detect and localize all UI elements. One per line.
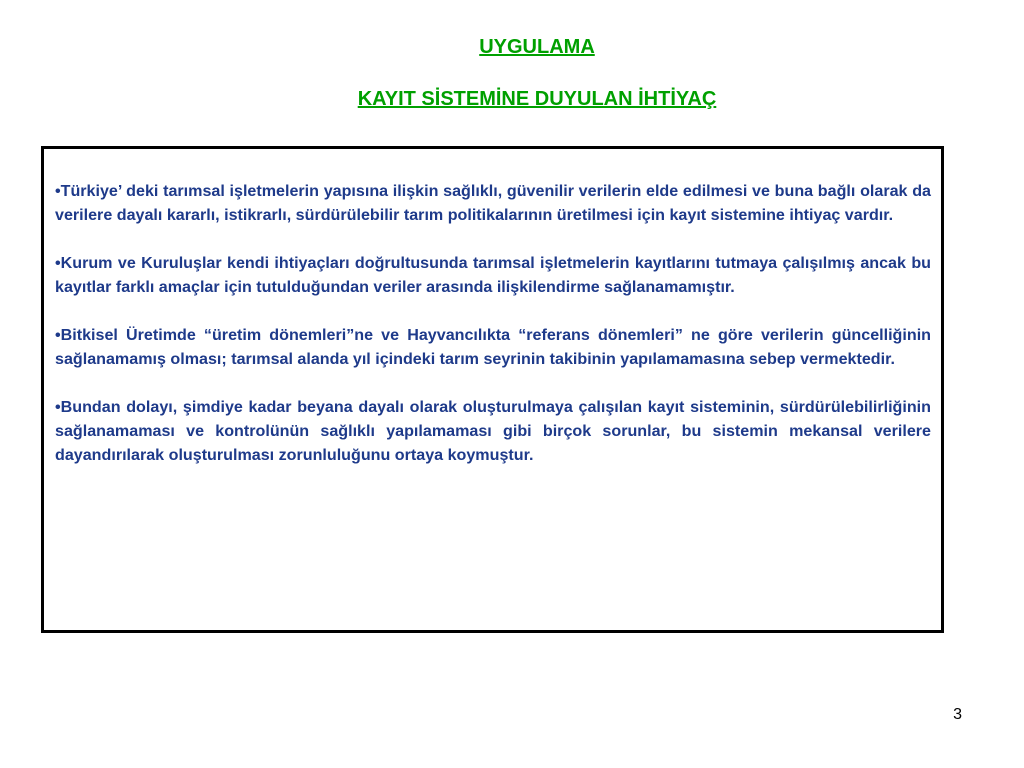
bullet-item: •Bundan dolayı, şimdiye kadar beyana dayalı olarak oluşturulmaya çalışılan kayıt sisteminin, sürdürülebilirliğinin sağlanamaması ve kontrolünün sağlıklı yapılamaması gibi birçok sorunlar, bu sistemin mekansal verilere dayandırılarak oluşturulması zorunluluğunu ortaya koymuştur. bbox=[55, 398, 931, 464]
slide-title: UYGULAMA bbox=[479, 36, 595, 58]
page-number: 3 bbox=[953, 706, 962, 723]
slide-subtitle: KAYIT SİSTEMİNE DUYULAN İHTİYAÇ bbox=[357, 88, 717, 110]
bullet-item: •Bitkisel Üretimde “üretim dönemleri”ne ve Hayvancılıkta “referans dönemleri” ne göre verilerin güncelliğinin sağlanamamış olması; tarımsal alanda yıl içindeki tarım seyrinin takibinin yapılamamasına sebep vermektedir. bbox=[55, 326, 931, 368]
bullet-item: •Kurum ve Kuruluşlar kendi ihtiyaçları doğrultusunda tarımsal işletmelerin kayıtlarını tutmaya çalışılmış ancak bu kayıtlar farklı amaçlar için tutulduğundan veriler arasında ilişkilendirme sağlanamamıştır. bbox=[55, 254, 931, 296]
content-box bbox=[41, 146, 944, 633]
bullet-item: •Türkiye’ deki tarımsal işletmelerin yapısına ilişkin sağlıklı, güvenilir verilerin elde edilmesi ve buna bağlı olarak da verilere dayalı kararlı, istikrarlı, sürdürülebilir tarım politikalarının üretilmesi için kayıt sistemine ihtiyaç vardır. bbox=[55, 182, 931, 224]
